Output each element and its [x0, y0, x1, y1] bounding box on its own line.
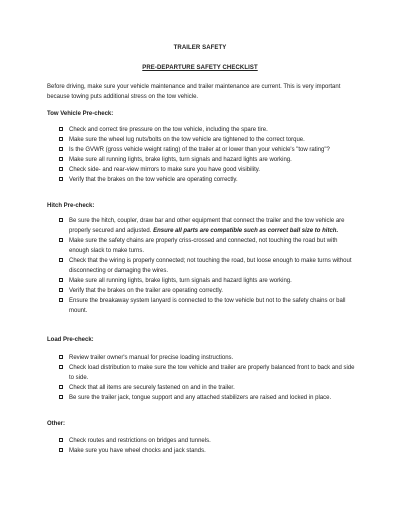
- checklist-item-text: Make sure you have wheel chocks and jack stands.: [69, 448, 206, 454]
- checkbox-icon[interactable]: [59, 355, 63, 359]
- checkbox-icon[interactable]: [59, 137, 63, 141]
- checklist-item-text: Review trailer owner's manual for precise loading instructions.: [69, 355, 234, 361]
- checkbox-icon[interactable]: [59, 218, 63, 222]
- checklist-item-text: Check that the wiring is properly connected; not touching the road, but loose enough to make turns without disconnecting or damaging the wires.: [69, 258, 352, 274]
- checklist-item: [59, 165, 359, 175]
- checklist-item-text: Make sure all running lights, brake lights, turn signals and hazard lights are working.: [69, 278, 292, 284]
- checklist-item: [59, 296, 359, 316]
- checklist-item-text: Be sure the trailer jack, tongue support and any attached stabilizers are raised and locked in place.: [69, 395, 332, 401]
- checkbox-icon[interactable]: [59, 157, 63, 161]
- checklist-item: [59, 256, 359, 276]
- checkbox-icon[interactable]: [59, 127, 63, 131]
- intro-paragraph: Before driving, make sure your vehicle maintenance and trailer maintenance are current. This is very important because towing puts additional stress on the tow vehicle.: [47, 84, 341, 100]
- checklist-item: [59, 353, 359, 363]
- checklist-item: [59, 155, 359, 165]
- checklist-item: [59, 383, 359, 393]
- checkbox-icon[interactable]: [59, 448, 63, 452]
- checklist-item-text: Make sure all running lights, brake lights, turn signals and hazard lights are working.: [69, 157, 292, 163]
- checklist-item-text: Check and correct tire pressure on the tow vehicle, including the spare tire.: [69, 127, 268, 133]
- checkbox-icon[interactable]: [59, 365, 63, 369]
- checklist-item-text: Is the GVWR (gross vehicle weight rating) of the trailer at or lower than your vehicle's "tow rating"?: [69, 147, 330, 153]
- checklist-item: [59, 286, 359, 296]
- checklist-item-emphasis: Ensure all parts are compatible such as correct ball size to hitch.: [153, 228, 339, 234]
- hitch-heading: Hitch Pre-check:: [47, 203, 95, 209]
- checkbox-icon[interactable]: [59, 438, 63, 442]
- checkbox-icon[interactable]: [59, 177, 63, 181]
- checkbox-icon[interactable]: [59, 278, 63, 282]
- checklist-item-text: Ensure the breakaway system lanyard is connected to the tow vehicle but not to the safety chains or ball mount.: [69, 298, 346, 314]
- checklist-item-text: Verify that the brakes on the trailer are operating correctly.: [69, 288, 223, 294]
- checklist-item: [59, 393, 359, 403]
- checkbox-icon[interactable]: [59, 385, 63, 389]
- checklist-item: [59, 135, 359, 145]
- checklist-title: PRE-DEPARTURE SAFETY CHECKLIST: [142, 65, 258, 71]
- checkbox-icon[interactable]: [59, 298, 63, 302]
- checklist-item: [59, 236, 359, 256]
- checklist-item: [59, 276, 359, 286]
- load-heading: Load Pre-check:: [47, 337, 94, 343]
- checklist-item-text: Be sure the hitch, coupler, draw bar and other equipment that connect the trailer and the tow vehicle are properly secured and adjusted.: [69, 218, 345, 234]
- other-checklist: [59, 436, 359, 456]
- checklist-item-text: Check side- and rear-view mirrors to make sure you have good visibility.: [69, 167, 260, 173]
- load-checklist: [59, 353, 359, 403]
- checklist-item: [59, 363, 359, 383]
- checklist-item-text: Verify that the brakes on the tow vehicle are operating correctly.: [69, 177, 238, 183]
- checklist-item: [59, 216, 359, 236]
- checkbox-icon[interactable]: [59, 288, 63, 292]
- other-heading: Other:: [47, 421, 65, 427]
- checklist-item: [59, 145, 359, 155]
- checklist-item-text: Check routes and restrictions on bridges and tunnels.: [69, 438, 211, 444]
- document-title: TRAILER SAFETY: [173, 45, 227, 51]
- checkbox-icon[interactable]: [59, 167, 63, 171]
- tow-vehicle-checklist: [59, 125, 359, 185]
- checklist-item-text: Check that all items are securely fastened on and in the trailer.: [69, 385, 235, 391]
- checklist-item: [59, 446, 359, 456]
- tow-vehicle-heading: Tow Vehicle Pre-check:: [47, 111, 114, 117]
- checkbox-icon[interactable]: [59, 147, 63, 151]
- checklist-item: [59, 436, 359, 446]
- checklist-item-text: Check load distribution to make sure the tow vehicle and trailer are properly balanced front to back and side to side.: [69, 365, 355, 381]
- checkbox-icon[interactable]: [59, 238, 63, 242]
- checklist-item-text: Make sure the wheel lug nuts/bolts on the tow vehicle are tightened to the correct torque.: [69, 137, 305, 143]
- checklist-item-text: Make sure the safety chains are properly criss-crossed and connected, not touching the road but with enough slack to make turns.: [69, 238, 338, 254]
- hitch-checklist: [59, 216, 359, 316]
- checkbox-icon[interactable]: [59, 258, 63, 262]
- checkbox-icon[interactable]: [59, 395, 63, 399]
- checklist-item: [59, 175, 359, 185]
- checklist-item: [59, 125, 359, 135]
